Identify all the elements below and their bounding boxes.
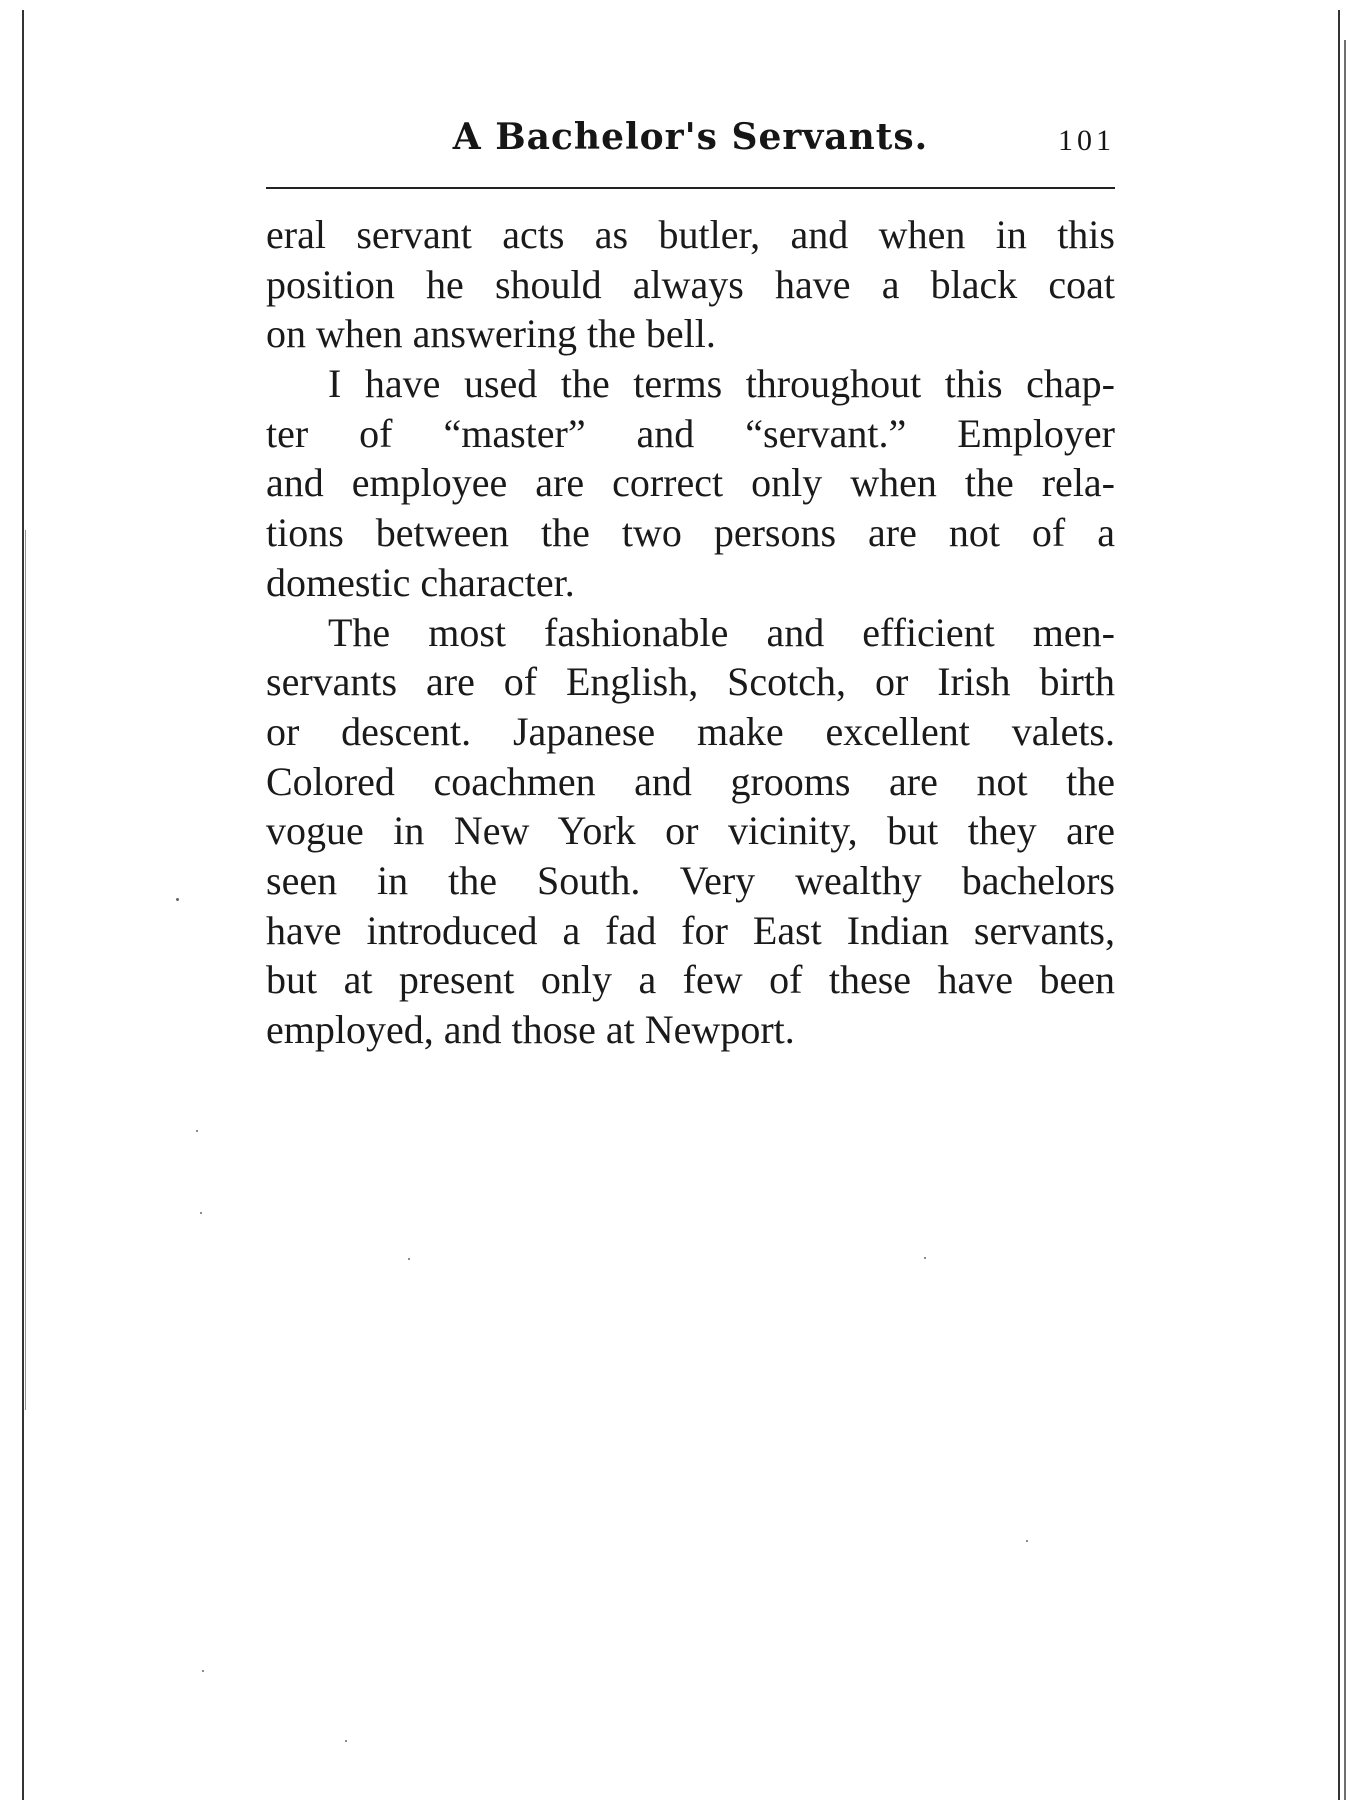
text-line: or descent. Japanese make excellent valets. [266,708,1115,754]
scan-speck [1026,1540,1028,1542]
scan-edge-left [22,10,24,1800]
scan-edge-right-outer [1344,40,1346,1800]
scan-speck [176,898,179,901]
text-line: and employee are correct only when the rela- [266,460,1115,506]
body-text [266,210,1115,1055]
text-line: employed, and those at Newport. [266,1007,795,1052]
text-line: have introduced a fad for East Indian servants, [266,907,1115,953]
text-line: I have used the terms throughout this chap- [328,361,1115,407]
text-line: eral servant acts as butler, and when in this [266,212,1115,257]
scan-speck [196,1130,198,1132]
text-line: ter of “master” and “servant.” Employer [266,410,1115,456]
header-rule [266,187,1115,189]
text-line: seen in the South. Very wealthy bachelors [266,857,1115,903]
text-line: on when answering the bell. [266,311,716,357]
text-line: domestic character. [266,559,575,605]
scan-speck [924,1257,926,1259]
scan-speck [202,1670,204,1672]
text-line: tions between the two persons are not of a [266,510,1115,556]
running-head [266,116,1115,174]
text-line: position he should always have a black coat [266,261,1115,307]
scan-speck [200,1212,202,1214]
text-line: Colored coachmen and grooms are not the [266,758,1115,804]
scan-speck [345,1740,347,1742]
scan-edge-right [1338,10,1340,1800]
page-number: 101 [1058,124,1115,157]
text-line: servants are of English, Scotch, or Irish birth [266,659,1115,705]
page-title: A Bachelor's Servants. [452,116,929,158]
scan-edge-left-inner [25,530,26,1410]
text-line: The most fashionable and efficient men- [328,609,1115,655]
text-line: but at present only a few of these have been [266,957,1115,1003]
scan-speck [408,1258,410,1260]
text-line: vogue in New York or vicinity, but they are [266,808,1115,854]
